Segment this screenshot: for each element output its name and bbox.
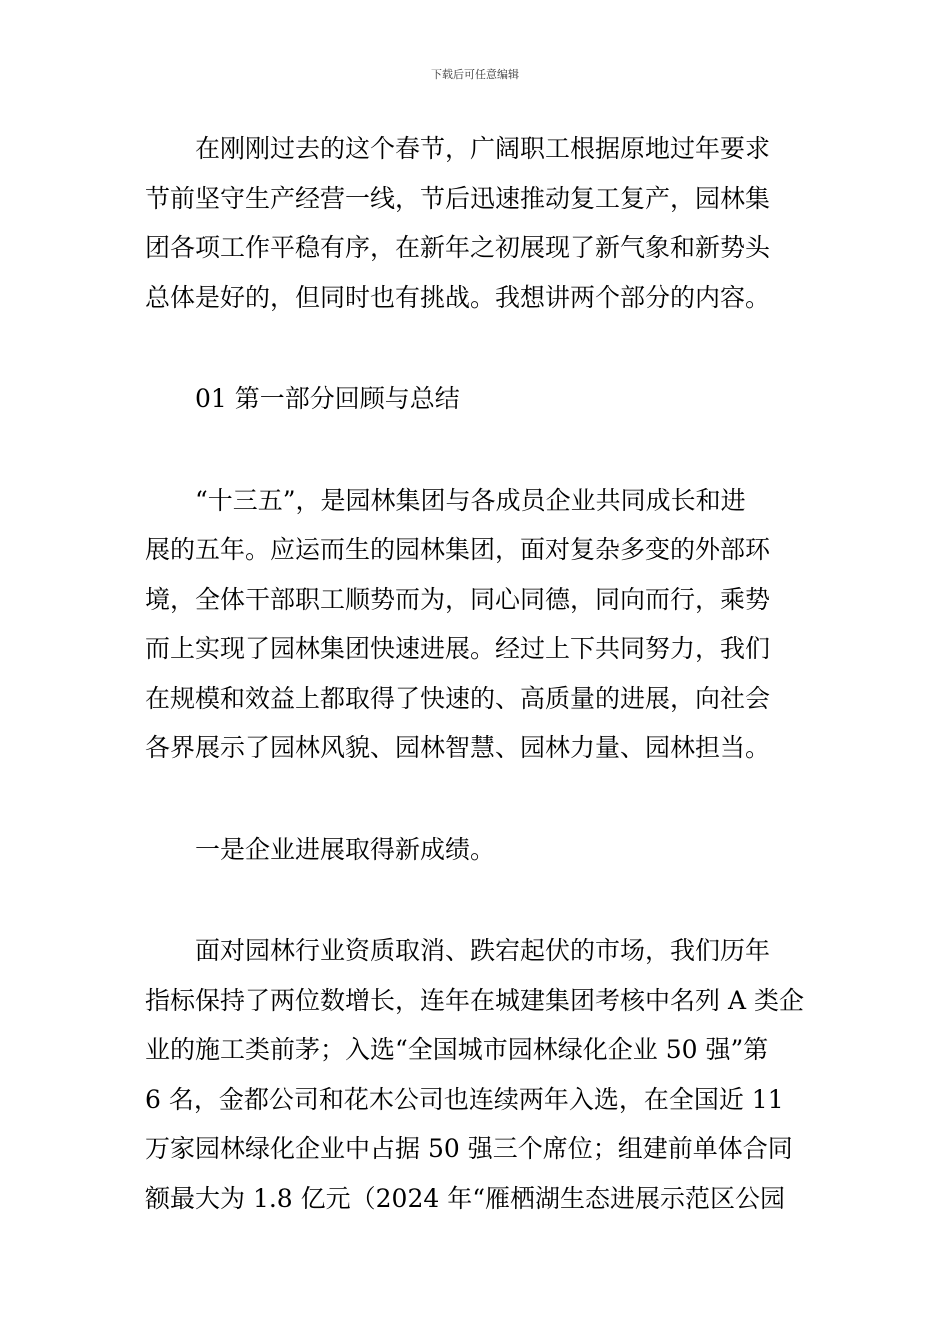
section-heading	[145, 374, 807, 424]
heading-text: 01 第一部分回顾与总结	[195, 384, 460, 413]
text-line: 万家园林绿化企业中占据 50 强三个席位；组建前单体合同	[145, 1134, 793, 1163]
text-line: 在刚刚过去的这个春节，广阔职工根据原地过年要求	[195, 134, 771, 163]
paragraph-achievements	[145, 926, 807, 1223]
text-line: 展的五年。应运而生的园林集团，面对复杂多变的外部环	[145, 535, 771, 564]
text-line: “十三五”，是园林集团与各成员企业共同成长和进	[195, 485, 746, 515]
text-line: 一是企业进展取得新成绩。	[195, 834, 496, 864]
text-line: 总体是好的，但同时也有挑战。我想讲两个部分的内容。	[145, 282, 771, 312]
document-body	[145, 124, 807, 1223]
page-header: 下载后可任意编辑	[431, 68, 519, 81]
text-line: 在规模和效益上都取得了快速的、高质量的进展，向社会	[145, 683, 771, 713]
paragraph-gap	[145, 773, 807, 825]
text-line: 业的施工类前茅；入选“全国城市园林绿化企业 50 强”第	[145, 1035, 769, 1064]
paragraph-gap	[145, 874, 807, 926]
text-line: 面对园林行业资质取消、跌宕起伏的市场，我们历年	[195, 936, 771, 965]
paragraph-review	[145, 476, 807, 773]
text-line: 境，全体干部职工顺势而为，同心同德，同向而行，乘势	[145, 584, 771, 614]
text-line: 团各项工作平稳有序，在新年之初展现了新气象和新势头	[145, 233, 771, 262]
paragraph-intro	[145, 124, 807, 322]
text-line: 6 名，金都公司和花木公司也连续两年入选，在全国近 11	[145, 1084, 784, 1114]
text-line: 各界展示了园林风貌、园林智慧、园林力量、园林担当。	[145, 733, 771, 762]
paragraph-gap	[145, 322, 807, 374]
text-line: 指标保持了两位数增长，连年在城建集团考核中名列 A 类企	[145, 985, 804, 1015]
paragraph-gap	[145, 424, 807, 476]
text-line: 而上实现了园林集团快速进展。经过上下共同努力，我们	[145, 634, 771, 663]
text-line: 节前坚守生产经营一线，节后迅速推动复工复产，园林集	[145, 183, 771, 213]
paragraph-point-one	[145, 825, 807, 875]
text-line: 额最大为 1.8 亿元（2024 年“雁栖湖生态进展示范区公园	[145, 1183, 786, 1213]
